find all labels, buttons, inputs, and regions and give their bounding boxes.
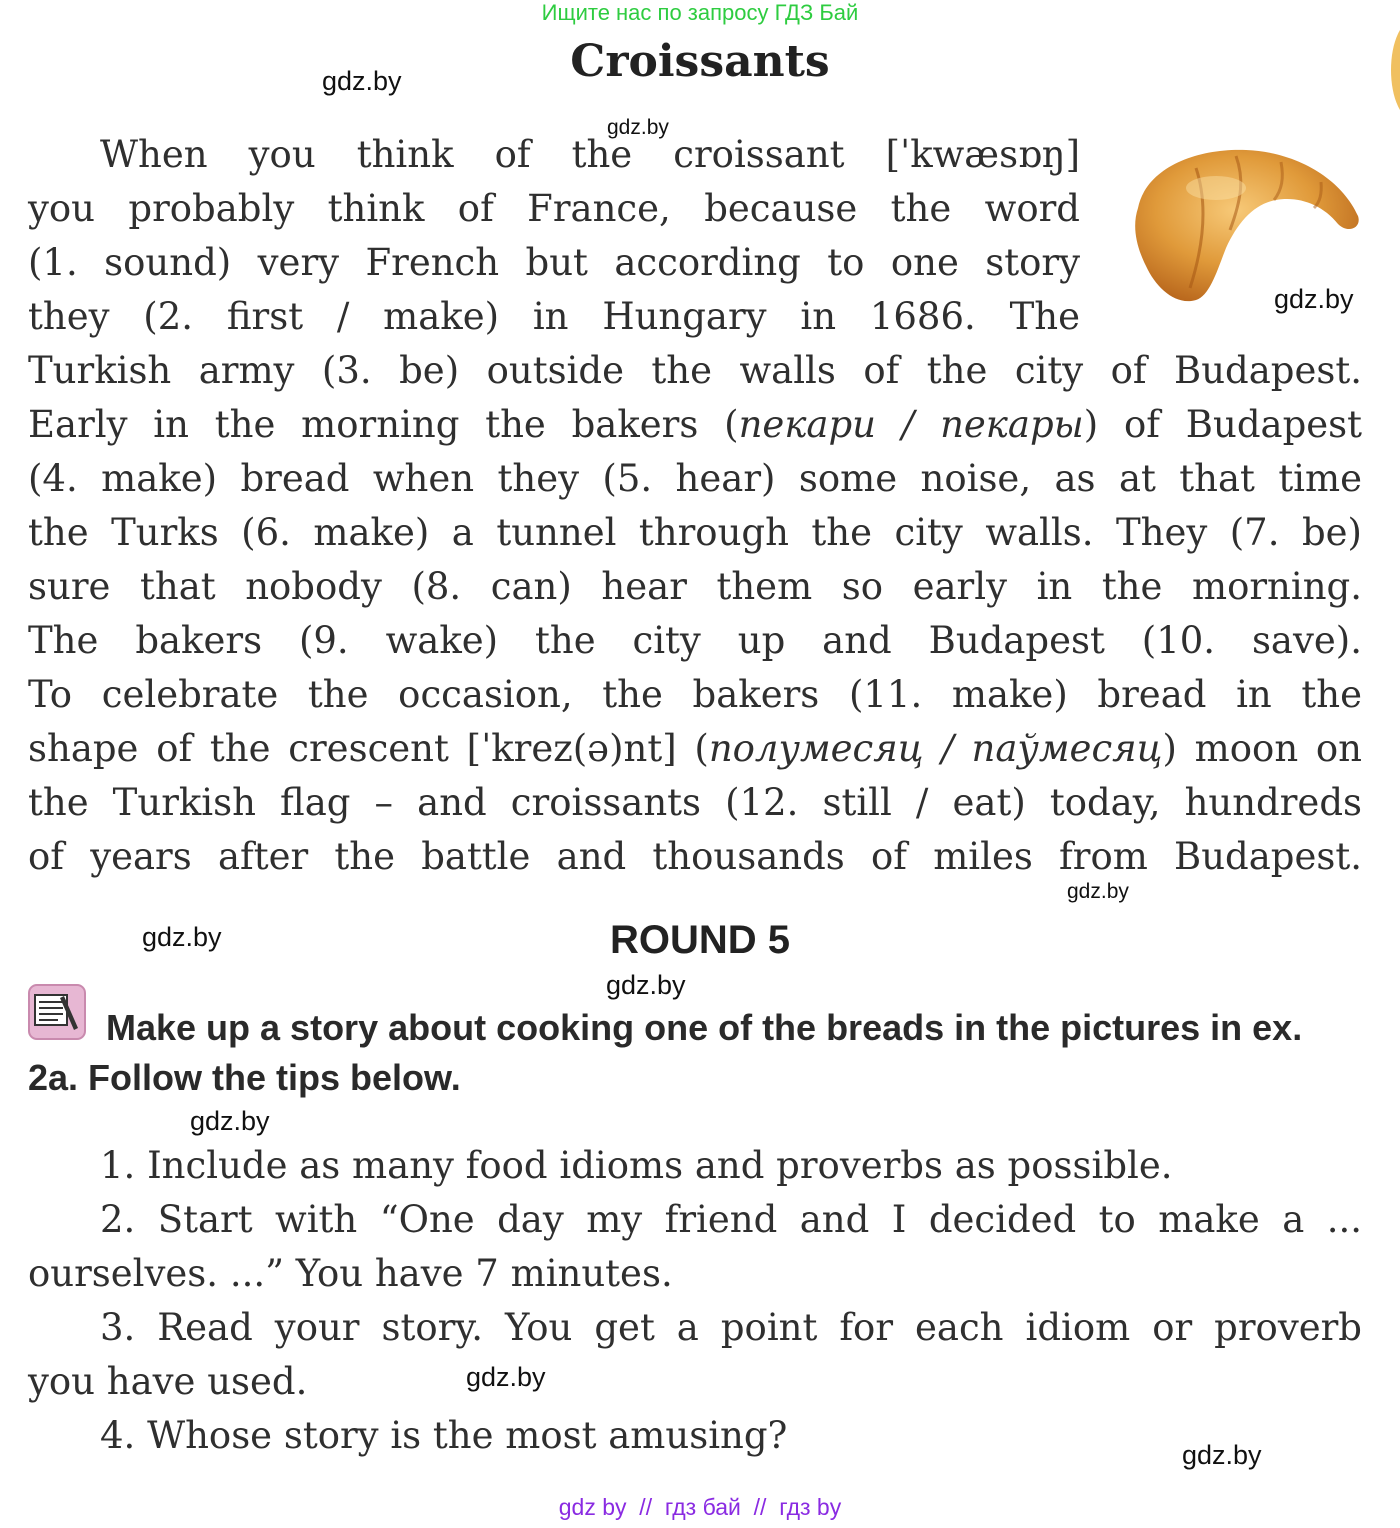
- watermark: gdz.by: [1067, 880, 1129, 903]
- watermark: gdz.by: [606, 970, 686, 1000]
- story-line: (4. make) bread when they (5. hear) some noise, as at that time: [28, 457, 1362, 500]
- watermark: gdz.by: [1182, 1440, 1262, 1470]
- tip-2: [28, 1193, 1362, 1301]
- watermark: gdz.by: [1274, 284, 1354, 314]
- story-line: of years after the battle and thousands of miles from Budapest.: [28, 835, 1362, 878]
- story-line: sure that nobody (8. can) hear them so early in the morning.: [28, 565, 1362, 608]
- story-line: the Turks (6. make) a tunnel through the city walls. They (7. be): [28, 511, 1362, 554]
- task-text: Make up a story about cooking one of the breads in the pictures in ex. 2a. Follow the tips below.: [28, 1007, 1303, 1098]
- footer-links: gdz by // гдз бай // гдз by: [558, 1494, 842, 1520]
- story-line: [28, 722, 1362, 776]
- story-line: the Turkish flag – and croissants (12. still / eat) today, hundreds: [28, 781, 1362, 824]
- watermark: gdz.by: [466, 1362, 546, 1392]
- tip-text: 2. Start with “One day my friend and I decided to make a ...: [100, 1198, 1362, 1241]
- story-line: [28, 398, 1362, 452]
- tip-text: you have used.: [28, 1360, 308, 1403]
- page-edge-decoration: [1382, 30, 1400, 110]
- story-line: When you think of the croissant [ˈkwæsɒŋ]: [100, 133, 1080, 176]
- tip-text: 3. Read your story. You get a point for each idiom or proverb: [100, 1306, 1362, 1349]
- story-line: (1. sound) very French but according to one story: [28, 241, 1080, 284]
- story-line: they (2. first / make) in Hungary in 1686. The: [28, 295, 1080, 338]
- watermark: gdz.by: [190, 1106, 270, 1136]
- story-text: Early in the morning the bakers (: [28, 403, 739, 446]
- tip-text: 1. Include as many food idioms and proverbs as possible.: [100, 1144, 1173, 1187]
- top-banner: Ищите нас по запросу ГДЗ Бай: [541, 0, 859, 25]
- story-line: you probably think of France, because the word: [28, 187, 1080, 230]
- croissant-image: [1126, 138, 1366, 308]
- watermark: gdz.by: [607, 116, 669, 139]
- tip-text: 4. Whose story is the most amusing?: [100, 1414, 788, 1457]
- translation-text: полумесяц / паўмесяц: [708, 727, 1163, 770]
- watermark: gdz.by: [142, 922, 222, 952]
- translation-text: пекари / пекары: [738, 403, 1084, 446]
- story-line: To celebrate the occasion, the bakers (11. make) bread in the: [28, 673, 1362, 716]
- story-line: Turkish army (3. be) outside the walls of the city of Budapest.: [28, 349, 1362, 392]
- tip-3: [28, 1301, 1362, 1409]
- story-paragraph-bottom: [28, 344, 1362, 884]
- task-instruction: [28, 1003, 1362, 1103]
- story-paragraph-top: [28, 128, 1080, 344]
- tip-text: ourselves. ...” You have 7 minutes.: [28, 1252, 673, 1295]
- story-line: The bakers (9. wake) the city up and Budapest (10. save).: [28, 619, 1362, 662]
- page-title: Croissants: [570, 36, 830, 87]
- story-text: ) of Budapest: [1083, 403, 1363, 446]
- tip-1: [28, 1139, 1362, 1193]
- round-heading: ROUND 5: [609, 918, 791, 962]
- story-text: shape of the crescent [ˈkrez(ə)nt] (: [28, 727, 709, 770]
- tip-4: [28, 1409, 1362, 1463]
- story-text: ) moon on: [1162, 727, 1363, 770]
- watermark: gdz.by: [322, 66, 402, 96]
